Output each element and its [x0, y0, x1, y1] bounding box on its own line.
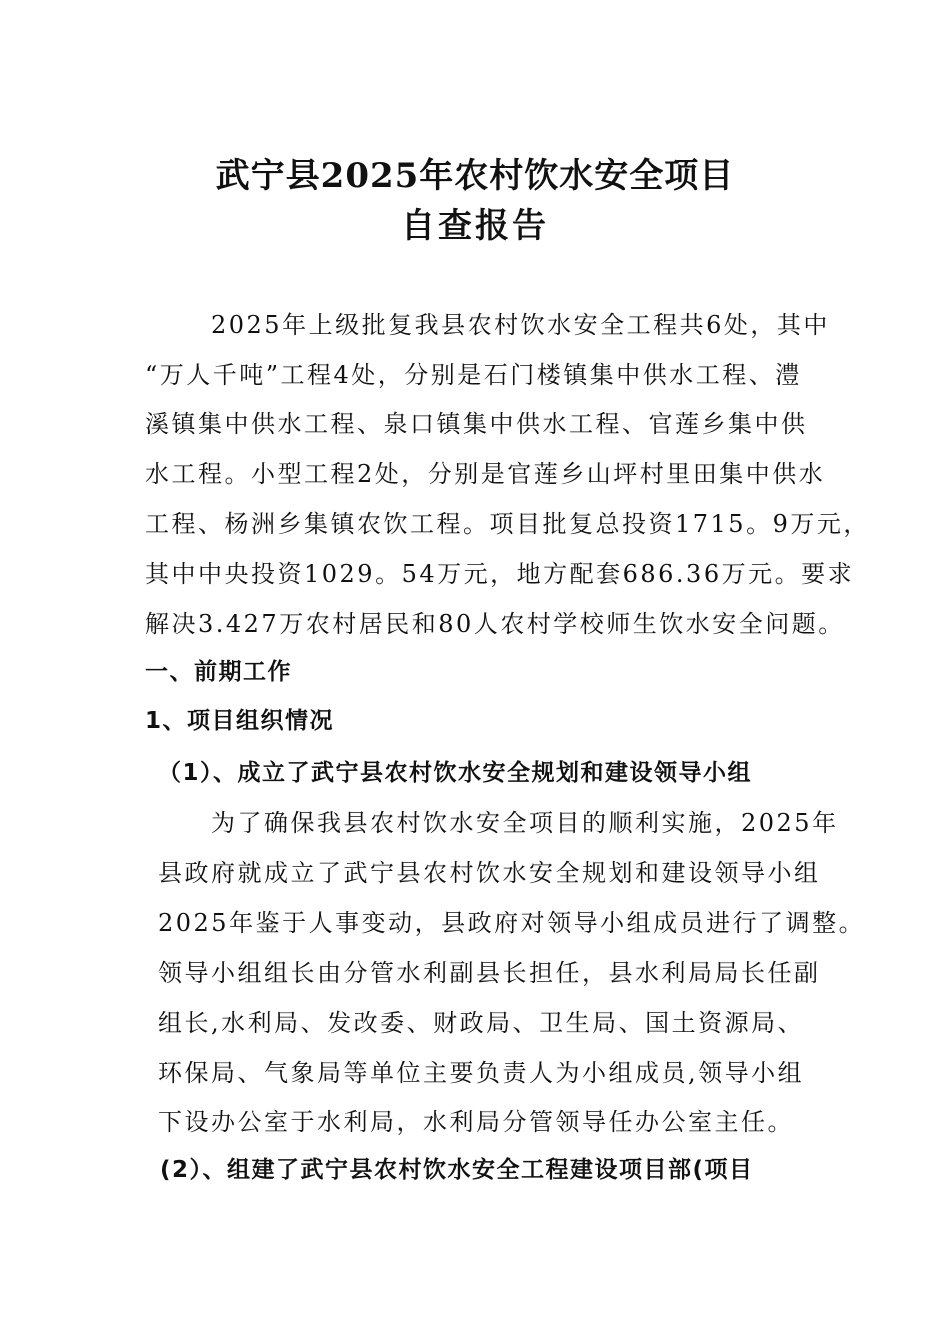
subsection-heading: 1、项目组织情况: [145, 708, 335, 734]
intro-line-6: 其中中央投资1029。54万元，地方配套686.36万元。要求: [145, 560, 855, 588]
item-1-line-4: 领导小组组长由分管水利副县长担任，县水利局局长任副: [158, 959, 821, 987]
intro-line-1: 2025年上级批复我县农村饮水安全工程共6处，其中: [211, 311, 830, 339]
section-heading: 一、前期工作: [145, 659, 292, 685]
intro-line-5: 工程、杨洲乡集镇农饮工程。项目批复总投资1715。9万元，: [145, 510, 870, 538]
item-2-heading: (2）、组建了武宁县农村饮水安全工程建设项目部(项目: [160, 1157, 754, 1183]
document-title-line-1: 武宁县2025年农村饮水安全项目: [215, 156, 735, 196]
item-1-line-2: 县政府就成立了武宁县农村饮水安全规划和建设领导小组: [158, 859, 821, 887]
item-1-line-6: 环保局、气象局等单位主要负责人为小组成员,领导小组: [158, 1059, 805, 1087]
intro-line-3: 溪镇集中供水工程、泉口镇集中供水工程、官莲乡集中供: [145, 410, 808, 438]
intro-line-7: 解决3.427万农村居民和80人农村学校师生饮水安全问题。: [145, 610, 845, 638]
item-1-line-3: 2025年鉴于人事变动，县政府对领导小组成员进行了调整。: [158, 909, 866, 937]
document-title-line-2: 自查报告: [401, 206, 549, 246]
item-1-line-1: 为了确保我县农村饮水安全项目的顺利实施，2025年: [211, 809, 839, 837]
intro-line-2: “万人千吨”工程4处，分别是石门楼镇集中供水工程、澧: [145, 361, 802, 389]
intro-line-4: 水工程。小型工程2处，分别是官莲乡山坪村里田集中供水: [145, 460, 826, 488]
item-1-line-7: 下设办公室于水利局，水利局分管领导任办公室主任。: [158, 1108, 794, 1136]
item-1-line-5: 组长,水利局、发改委、财政局、卫生局、国土资源局、: [158, 1009, 805, 1037]
item-1-heading: （1）、成立了武宁县农村饮水安全规划和建设领导小组: [158, 760, 753, 786]
